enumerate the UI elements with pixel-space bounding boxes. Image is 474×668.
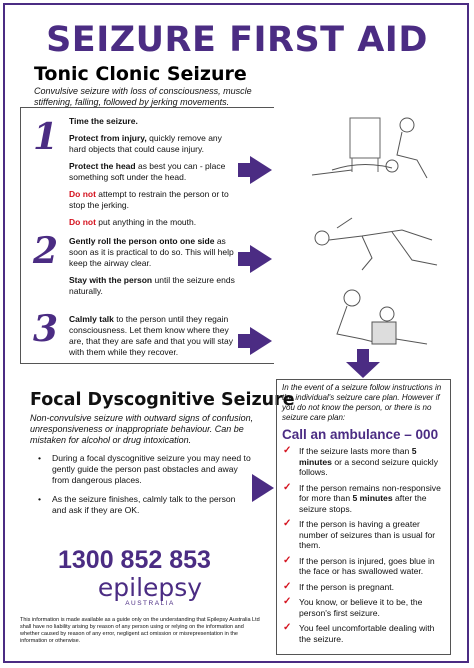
step-3-text xyxy=(69,314,239,364)
focal-item: • As the seizure finishes, calmly talk to the person and ask if they are OK. xyxy=(52,494,252,516)
ambulance-item: ✓ If the person is having a greater number of seizures than is usual for them. xyxy=(283,518,436,550)
check-icon: ✓ xyxy=(283,596,292,607)
focal-list xyxy=(52,453,252,524)
check-icon: ✓ xyxy=(283,622,292,633)
poster-title: SEIZURE FIRST AID xyxy=(46,20,428,60)
ambulance-item: ✓ If the person is pregnant. xyxy=(283,580,395,592)
step-1-head: Protect the head as best you can - place something soft under the head. xyxy=(69,161,226,182)
steps-box xyxy=(20,107,274,364)
check-icon: ✓ xyxy=(283,554,292,566)
check-icon: ✓ xyxy=(283,518,292,529)
focal-item: • During a focal dyscognitive seizure you may need to gently guide the person past obstacles and away from dangerous places. xyxy=(52,453,252,486)
step-2-number: 2 xyxy=(33,230,59,272)
check-icon: ✓ xyxy=(283,481,292,493)
step-2-arrow xyxy=(250,245,272,273)
recovery-position-illustration xyxy=(292,200,452,280)
step-1-mouth: Do not put anything in the mouth. xyxy=(69,217,197,227)
ambulance-item: ✓ If the person remains non-responsive for more than 5 minutes after the seizure stops. xyxy=(283,481,441,514)
ambulance-list xyxy=(283,446,448,649)
ambulance-item: ✓ If the seizure lasts more than 5 minutes or a second seizure quickly follows. xyxy=(283,445,438,477)
focal-title: Focal Dyscognitive Seizure xyxy=(30,390,295,410)
step-1-number: 1 xyxy=(33,116,59,158)
ambulance-box xyxy=(276,379,451,655)
ambulance-intro: In the event of a seizure follow instructions in the individual's seizure care plan. However if you do not know the person, or there is no seizure care plan: xyxy=(282,383,442,422)
step-3-arrow xyxy=(250,327,272,355)
tonic-clonic-description: Convulsive seizure with loss of consciousness, muscle stiffening, falling, followed by jerking movements. xyxy=(34,86,252,107)
focal-arrow xyxy=(252,474,274,502)
tonic-clonic-title: Tonic Clonic Seizure xyxy=(34,63,247,85)
protect-head-illustration xyxy=(292,100,452,190)
calm-talk-illustration xyxy=(292,284,452,354)
epilepsy-logo xyxy=(90,573,210,607)
check-icon: ✓ xyxy=(283,445,292,456)
phone-number: 1300 852 853 xyxy=(58,546,211,574)
step-3-talk: Calmly talk to the person until they regain consciousness. Let them know where they are, that they are safe and that you will stay with them while they recover. xyxy=(69,314,233,357)
down-arrow-shaft xyxy=(357,349,369,363)
step-1-protect: Protect from injury, quickly remove any hard objects that could cause injury. xyxy=(69,133,222,154)
down-arrow xyxy=(346,362,380,378)
step-3-number: 3 xyxy=(33,308,59,350)
ambulance-item: ✓ If the person is injured, goes blue in the face or has swallowed water. xyxy=(283,554,435,576)
step-2-roll: Gently roll the person onto one side as soon as it is practical to do so. This will help keep the airway clear. xyxy=(69,236,234,268)
disclaimer: This information is made available as a guide only on the understanding that Epilepsy Australia Ltd shall have no liability arising by reason of any person using or relying on the information and whether caused by reason of any error, negligent act omission or misrepresentation in the information or otherwise. xyxy=(20,617,260,644)
step-1-arrow xyxy=(250,156,272,184)
step-2-text xyxy=(69,236,239,303)
step-1-time: Time the seizure. xyxy=(69,116,138,126)
logo-sub: AUSTRALIA xyxy=(125,600,175,607)
ambulance-item: ✓ You feel uncomfortable dealing with the seizure. xyxy=(283,622,435,644)
logo-main: epilepsy xyxy=(97,573,203,602)
check-icon: ✓ xyxy=(283,580,292,592)
step-1-text xyxy=(69,116,239,234)
focal-description: Non-convulsive seizure with outward signs of confusion, unresponsiveness or inappropriate behaviour. Can be mistaken for alcohol or drug intoxication. xyxy=(30,413,254,445)
step-1-restrain: Do not attempt to restrain the person or to stop the jerking. xyxy=(69,189,229,210)
step-2-stay: Stay with the person until the seizure ends naturally. xyxy=(69,275,235,296)
call-ambulance: Call an ambulance – 000 xyxy=(282,427,439,442)
ambulance-item: ✓ You know, or believe it to be, the person's first seizure. xyxy=(283,596,423,618)
